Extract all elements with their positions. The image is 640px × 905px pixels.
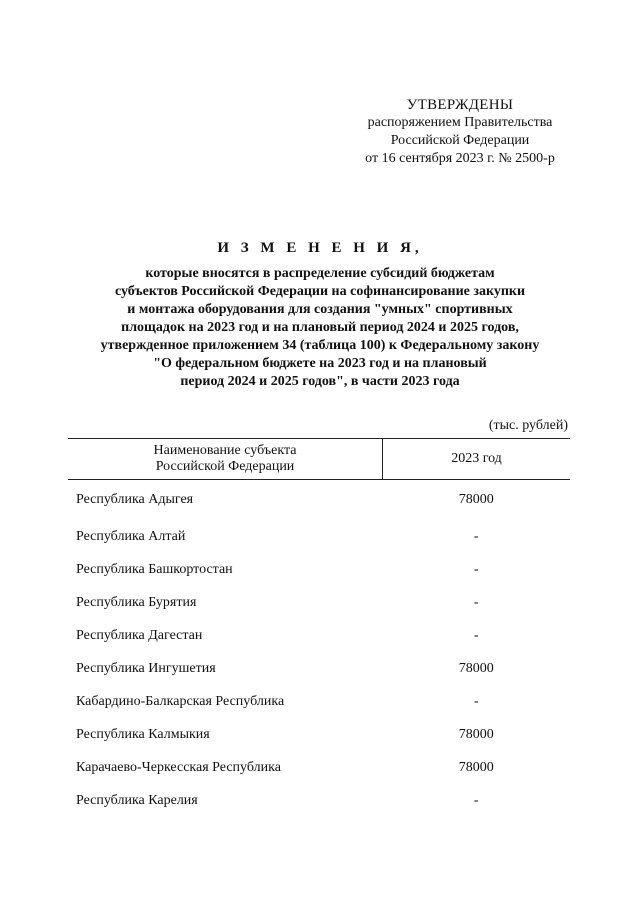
- column-header-subject-line-2: Российской Федерации: [155, 459, 295, 474]
- table-row: [68, 480, 570, 521]
- subsidy-value: -: [473, 627, 479, 643]
- column-header-subject-line-1: Наименование субъекта: [153, 443, 297, 458]
- table-row: [68, 586, 570, 619]
- region-name: Республика Ингушетия: [76, 660, 216, 676]
- subsidy-table: [68, 438, 570, 817]
- approval-block: [340, 96, 580, 168]
- subsidy-value: 78000: [458, 492, 494, 507]
- subsidy-value: 78000: [458, 726, 494, 742]
- subsidy-value: -: [473, 792, 479, 808]
- table-row: [68, 751, 570, 784]
- region-name: Республика Калмыкия: [76, 726, 210, 742]
- subsidy-value: -: [473, 693, 479, 709]
- subsidy-value: 78000: [458, 759, 494, 775]
- approval-line-3: от 16 сентября 2023 г. № 2500-р: [365, 151, 555, 166]
- subsidy-value: -: [473, 561, 479, 577]
- heading-line-4: площадок на 2023 год и на плановый период 2024 и 2025 годов,: [121, 320, 519, 335]
- heading-line-7: период 2024 и 2025 годов", в части 2023 года: [180, 374, 460, 389]
- table-header-row: [68, 439, 570, 480]
- region-name: Республика Башкортостан: [76, 561, 233, 577]
- unit-label: (тыс. рублей): [488, 418, 568, 433]
- heading-line-3: и монтажа оборудования для создания "умных" спортивных: [127, 302, 513, 317]
- table-row: [68, 685, 570, 718]
- approval-title: УТВЕРЖДЕНЫ: [406, 97, 514, 113]
- table-row: [68, 784, 570, 817]
- heading-line-6: "О федеральном бюджете на 2023 год и на плановый: [153, 356, 487, 371]
- column-header-year: 2023 год: [383, 439, 571, 480]
- approval-line-2: Российской Федерации: [390, 133, 530, 148]
- region-name: Республика Адыгея: [76, 492, 194, 507]
- region-name: Республика Дагестан: [76, 627, 203, 643]
- region-name: Республика Алтай: [76, 528, 186, 544]
- heading-line-1: которые вносятся в распределение субсидий бюджетам: [145, 266, 495, 281]
- document-heading: [60, 240, 580, 391]
- subsidy-value: 78000: [458, 660, 494, 676]
- table-row: [68, 553, 570, 586]
- table-row: [68, 520, 570, 553]
- column-header-subject: [68, 439, 383, 480]
- subsidy-value: -: [473, 528, 479, 544]
- table-row: [68, 619, 570, 652]
- subsidy-value: -: [473, 594, 479, 610]
- heading-line-2: субъектов Российской Федерации на софинансирование закупки: [114, 284, 526, 299]
- region-name: Кабардино-Балкарская Республика: [76, 693, 285, 709]
- region-name: Республика Бурятия: [76, 594, 197, 610]
- region-name: Карачаево-Черкесская Республика: [76, 759, 281, 775]
- region-name: Республика Карелия: [76, 792, 198, 808]
- heading-line-5: утвержденное приложением 34 (таблица 100) к Федеральному закону: [100, 338, 540, 353]
- heading-title: И З М Е Н Е Н И Я,: [217, 240, 423, 256]
- approval-line-1: распоряжением Правительства: [367, 115, 553, 130]
- table-row: [68, 652, 570, 685]
- table-row: [68, 718, 570, 751]
